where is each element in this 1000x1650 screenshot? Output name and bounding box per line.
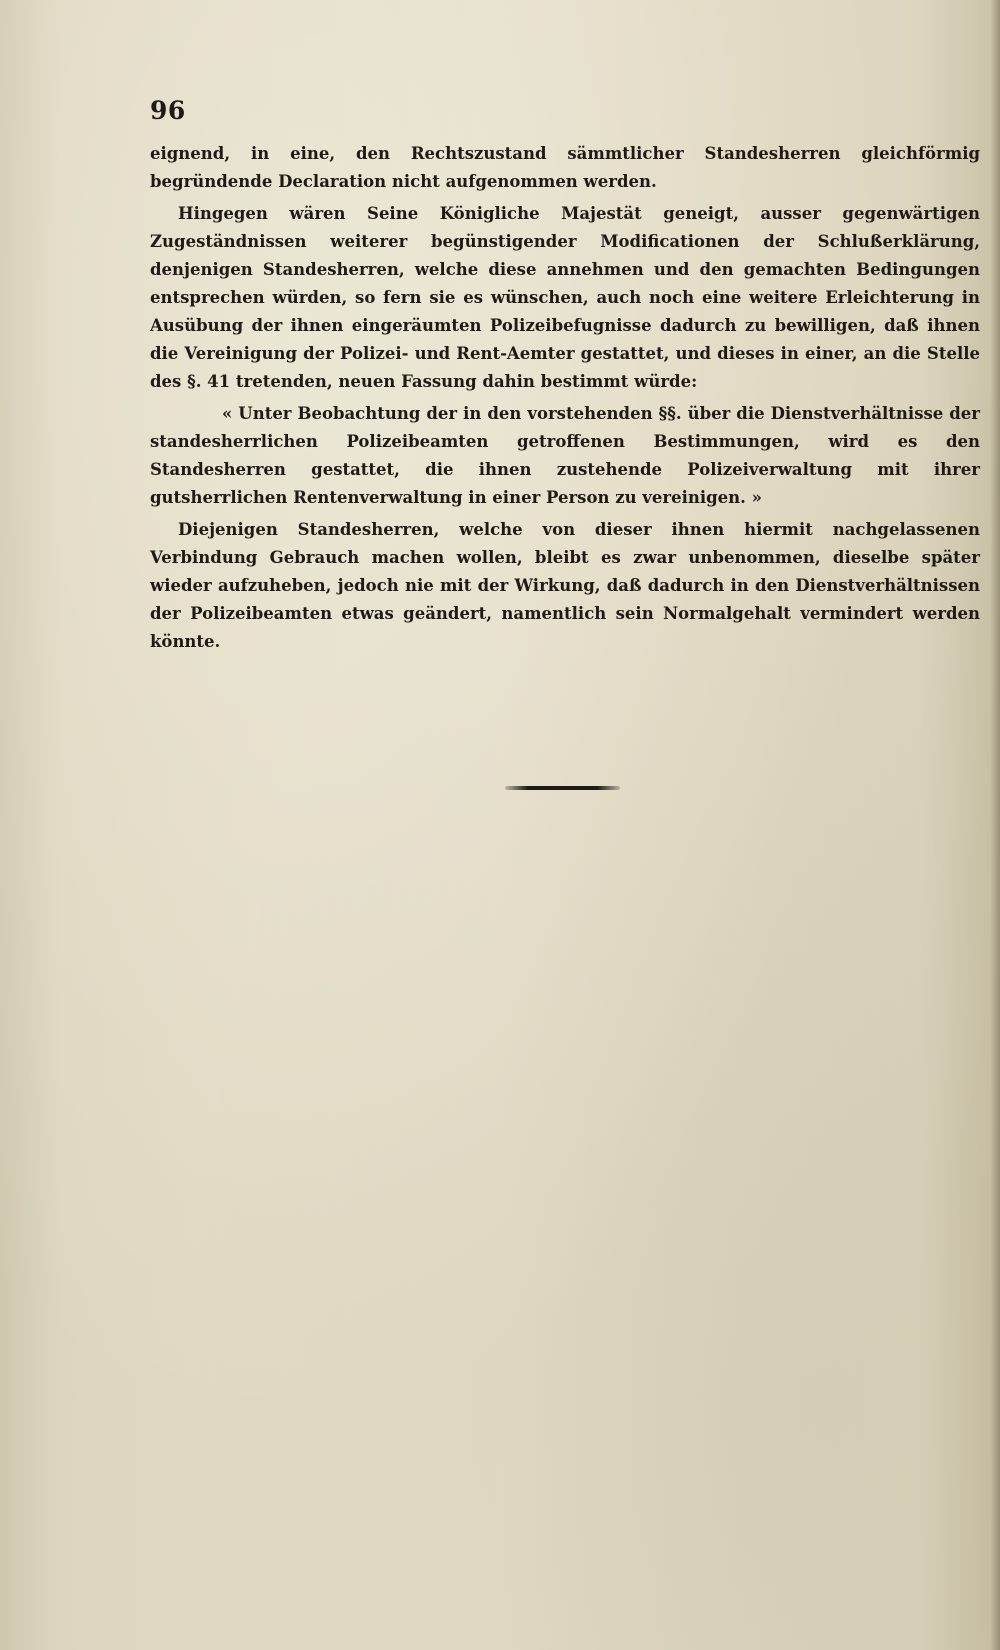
body-text: [150, 140, 980, 660]
paragraph-continuation: eignend, in eine, den Rechtszustand sämmtlicher Standesherren gleichförmig begründende Declaration nicht aufgenommen werden.: [150, 144, 980, 191]
page-edge-shadow: [990, 0, 1000, 1650]
section-divider-rule: [505, 786, 620, 790]
paragraph-proposal: Hingegen wären Seine Königliche Majestät geneigt, ausser gegenwärtigen Zugeständnissen weiterer begünstigender Modificationen der Schlußerklärung, denjenigen Standesherren, welche diese annehmen und den gemachten Bedingungen entsprechen würden, so fern sie es wünschen, auch noch eine weitere Erleichterung in Ausübung der ihnen eingeräumten Polizeibefugnisse dadurch zu bewilligen, daß ihnen die Vereinigung der Polizei- und Rent-Aemter gestattet, und dieses in einer, an die Stelle des §. 41 tretenden, neuen Fassung dahin bestimmt würde:: [150, 204, 980, 391]
quoted-provision: « Unter Beobachtung der in den vorstehenden §§. über die Dienstverhältnisse der standesherrlichen Polizeibeamten getroffenen Bestimmungen, wird es den Standesherren gestattet, die ihnen zustehende Polizeiverwaltung mit ihrer gutsherrlichen Rentenverwaltung in einer Person zu vereinigen. »: [150, 404, 980, 507]
paragraph-conditions: Diejenigen Standesherren, welche von dieser ihnen hiermit nachgelassenen Verbindung Gebrauch machen wollen, bleibt es zwar unbenommen, dieselbe später wieder aufzuheben, jedoch nie mit der Wirkung, daß dadurch in den Dienstverhältnissen der Polizeibeamten etwas geändert, namentlich sein Normalgehalt vermindert werden könnte.: [150, 520, 980, 651]
page-number: 96: [150, 96, 186, 125]
